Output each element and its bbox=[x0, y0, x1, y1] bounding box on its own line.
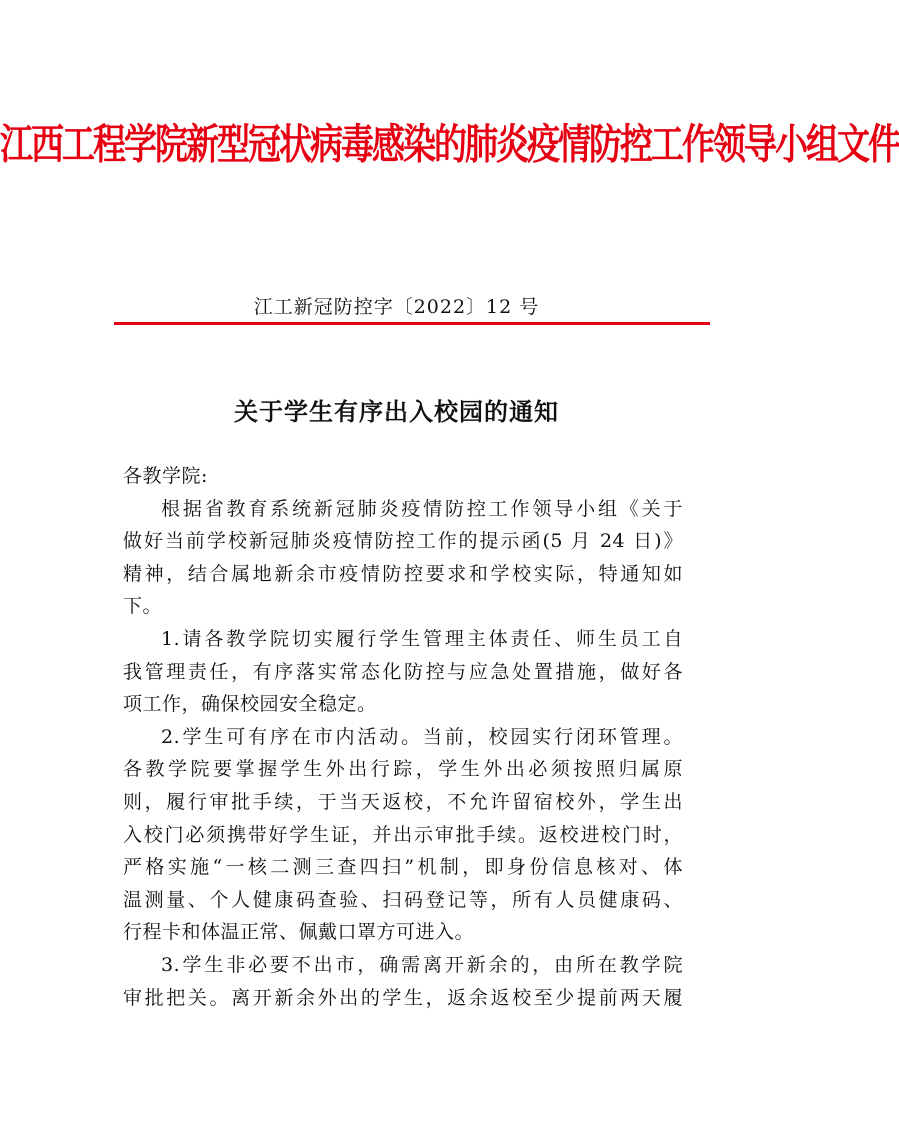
paragraph-line: 审批把关。离开新余外出的学生，返余返校至少提前两天履 bbox=[123, 986, 683, 1009]
paragraph-line: 温测量、个人健康码查验、扫码登记等，所有人员健康码、 bbox=[123, 888, 683, 911]
paragraph-line: 做好当前学校新冠肺炎疫情防控工作的提示函(5 月 24 日)》 bbox=[123, 530, 683, 553]
document-number: 江工新冠防控字〔2022〕12 号 bbox=[253, 296, 540, 318]
paragraph-line: 3.学生非必要不出市，确需离开新余的，由所在教学院 bbox=[161, 953, 683, 976]
notice-title: 关于学生有序出入校园的通知 bbox=[234, 397, 559, 426]
organization-header-title: 江西工程学院新型冠状病毒感染的肺炎疫情防控工作领导小组文件 bbox=[0, 119, 899, 169]
paragraph-line: 项工作，确保校园安全稳定。 bbox=[123, 693, 377, 716]
paragraph-line: 下。 bbox=[123, 595, 163, 618]
paragraph-line: 行程卡和体温正常、佩戴口罩方可进入。 bbox=[123, 921, 475, 944]
paragraph-line: 1.请各教学院切实履行学生管理主体责任、师生员工自 bbox=[161, 627, 683, 650]
red-divider-line bbox=[114, 322, 710, 325]
paragraph-line: 根据省教育系统新冠肺炎疫情防控工作领导小组《关于 bbox=[161, 497, 683, 520]
paragraph-line: 各教学院要掌握学生外出行踪，学生外出必须按照归属原 bbox=[123, 758, 683, 781]
salutation: 各教学院: bbox=[123, 465, 208, 487]
notice-body bbox=[123, 460, 683, 1014]
paragraph-line: 我管理责任，有序落实常态化防控与应急处置措施，做好各 bbox=[123, 660, 683, 683]
paragraph-line: 2.学生可有序在市内活动。当前，校园实行闭环管理。 bbox=[161, 725, 683, 748]
paragraph-line: 入校门必须携带好学生证，并出示审批手续。返校进校门时， bbox=[123, 823, 683, 846]
paragraph-line: 严格实施“一核二测三查四扫”机制，即身份信息核对、体 bbox=[123, 856, 683, 879]
paragraph-line: 则，履行审批手续，于当天返校，不允许留宿校外，学生出 bbox=[123, 790, 683, 813]
paragraph-line: 精神，结合属地新余市疫情防控要求和学校实际，特通知如 bbox=[123, 562, 683, 585]
